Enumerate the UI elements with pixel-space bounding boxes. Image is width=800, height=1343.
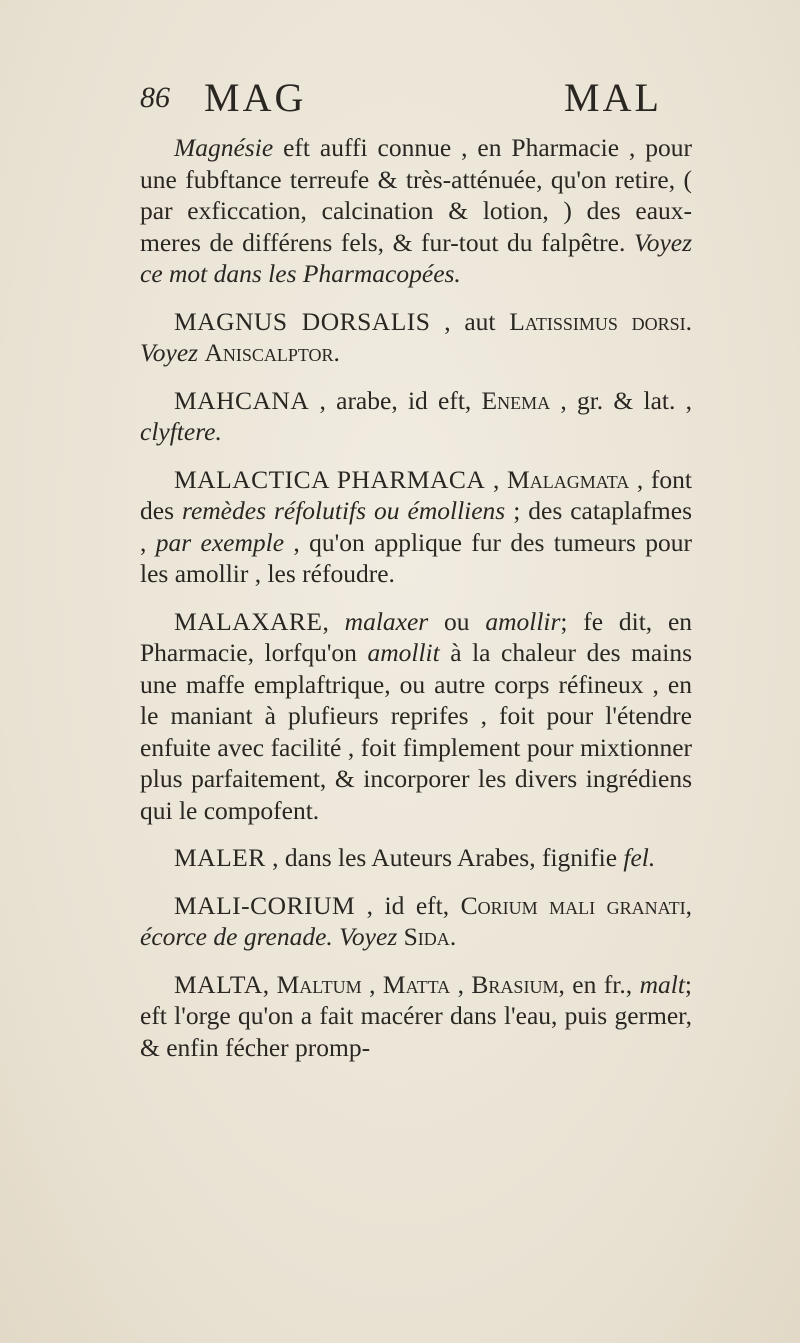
headword: MAHCANA: [174, 385, 310, 415]
entry-maler: MALER , dans les Auteurs Arabes, fignifie fel.: [174, 843, 656, 872]
headword: MALAXARE: [174, 606, 323, 636]
headword: MALACTICA PHARMACA: [174, 464, 486, 494]
headword: MAGNUS DORSALIS: [174, 306, 431, 336]
right-running-head: MAL: [564, 75, 662, 120]
entry-mahcana: MAHCANA , arabe, id eft, Enema , gr. & lat. , clyftere.: [140, 385, 692, 446]
page-number: 86: [140, 81, 170, 114]
entry-malaxare: MALAXARE, malaxer ou amollir; fe dit, en Pharmacie, lorfqu'on amollit à la chaleur des mains une maffe emplaftrique, ou autre corps réfineux , en le maniant à plufieurs reprifes , foit pour l'étendre enfuite avec facilité , foit fimplement pour mixtionner plus parfaitement, & incorporer les divers ingrédiens qui le compofent.: [140, 606, 693, 825]
entry-malta: MALTA, Maltum , Matta , Brasium, en fr., malt; eft l'orge qu'on a fait macérer dans l'eau, puis germer, & enfin fécher promp-: [140, 969, 693, 1062]
entry-malactica-pharmaca: MALACTICA PHARMACA , Malagmata , font des remèdes réfolutifs ou émolliens ; des cataplafmes , par exemple , qu'on applique fur des tumeurs pour les amollir , les réfoudre.: [140, 464, 693, 588]
entry-magnesie: Magnésie eft auffi connue , en Pharmacie , pour une fubftance terreufe & très-atténuée, qu'on retire, ( par exficcation, calcination & lotion, ) des eaux-meres de différens fels, & fur-tout du falpêtre. Voyez ce mot dans les Pharmacopées.: [140, 133, 692, 288]
entry-magnus-dorsalis: MAGNUS DORSALIS , aut Latissimus dorsi. Voyez Aniscalptor.: [140, 306, 693, 367]
left-running-head: MAG: [204, 75, 307, 120]
headword: MALER: [174, 843, 266, 872]
running-header: [140, 72, 700, 124]
headword: Magnésie: [174, 133, 274, 162]
dictionary-text: [140, 132, 692, 1079]
headword: MALTA: [174, 969, 263, 999]
headword: MALI-CORIUM: [174, 890, 356, 920]
entry-mali-corium: MALI-CORIUM , id eft, Corium mali granati, écorce de grenade. Voyez Sida.: [140, 890, 692, 951]
